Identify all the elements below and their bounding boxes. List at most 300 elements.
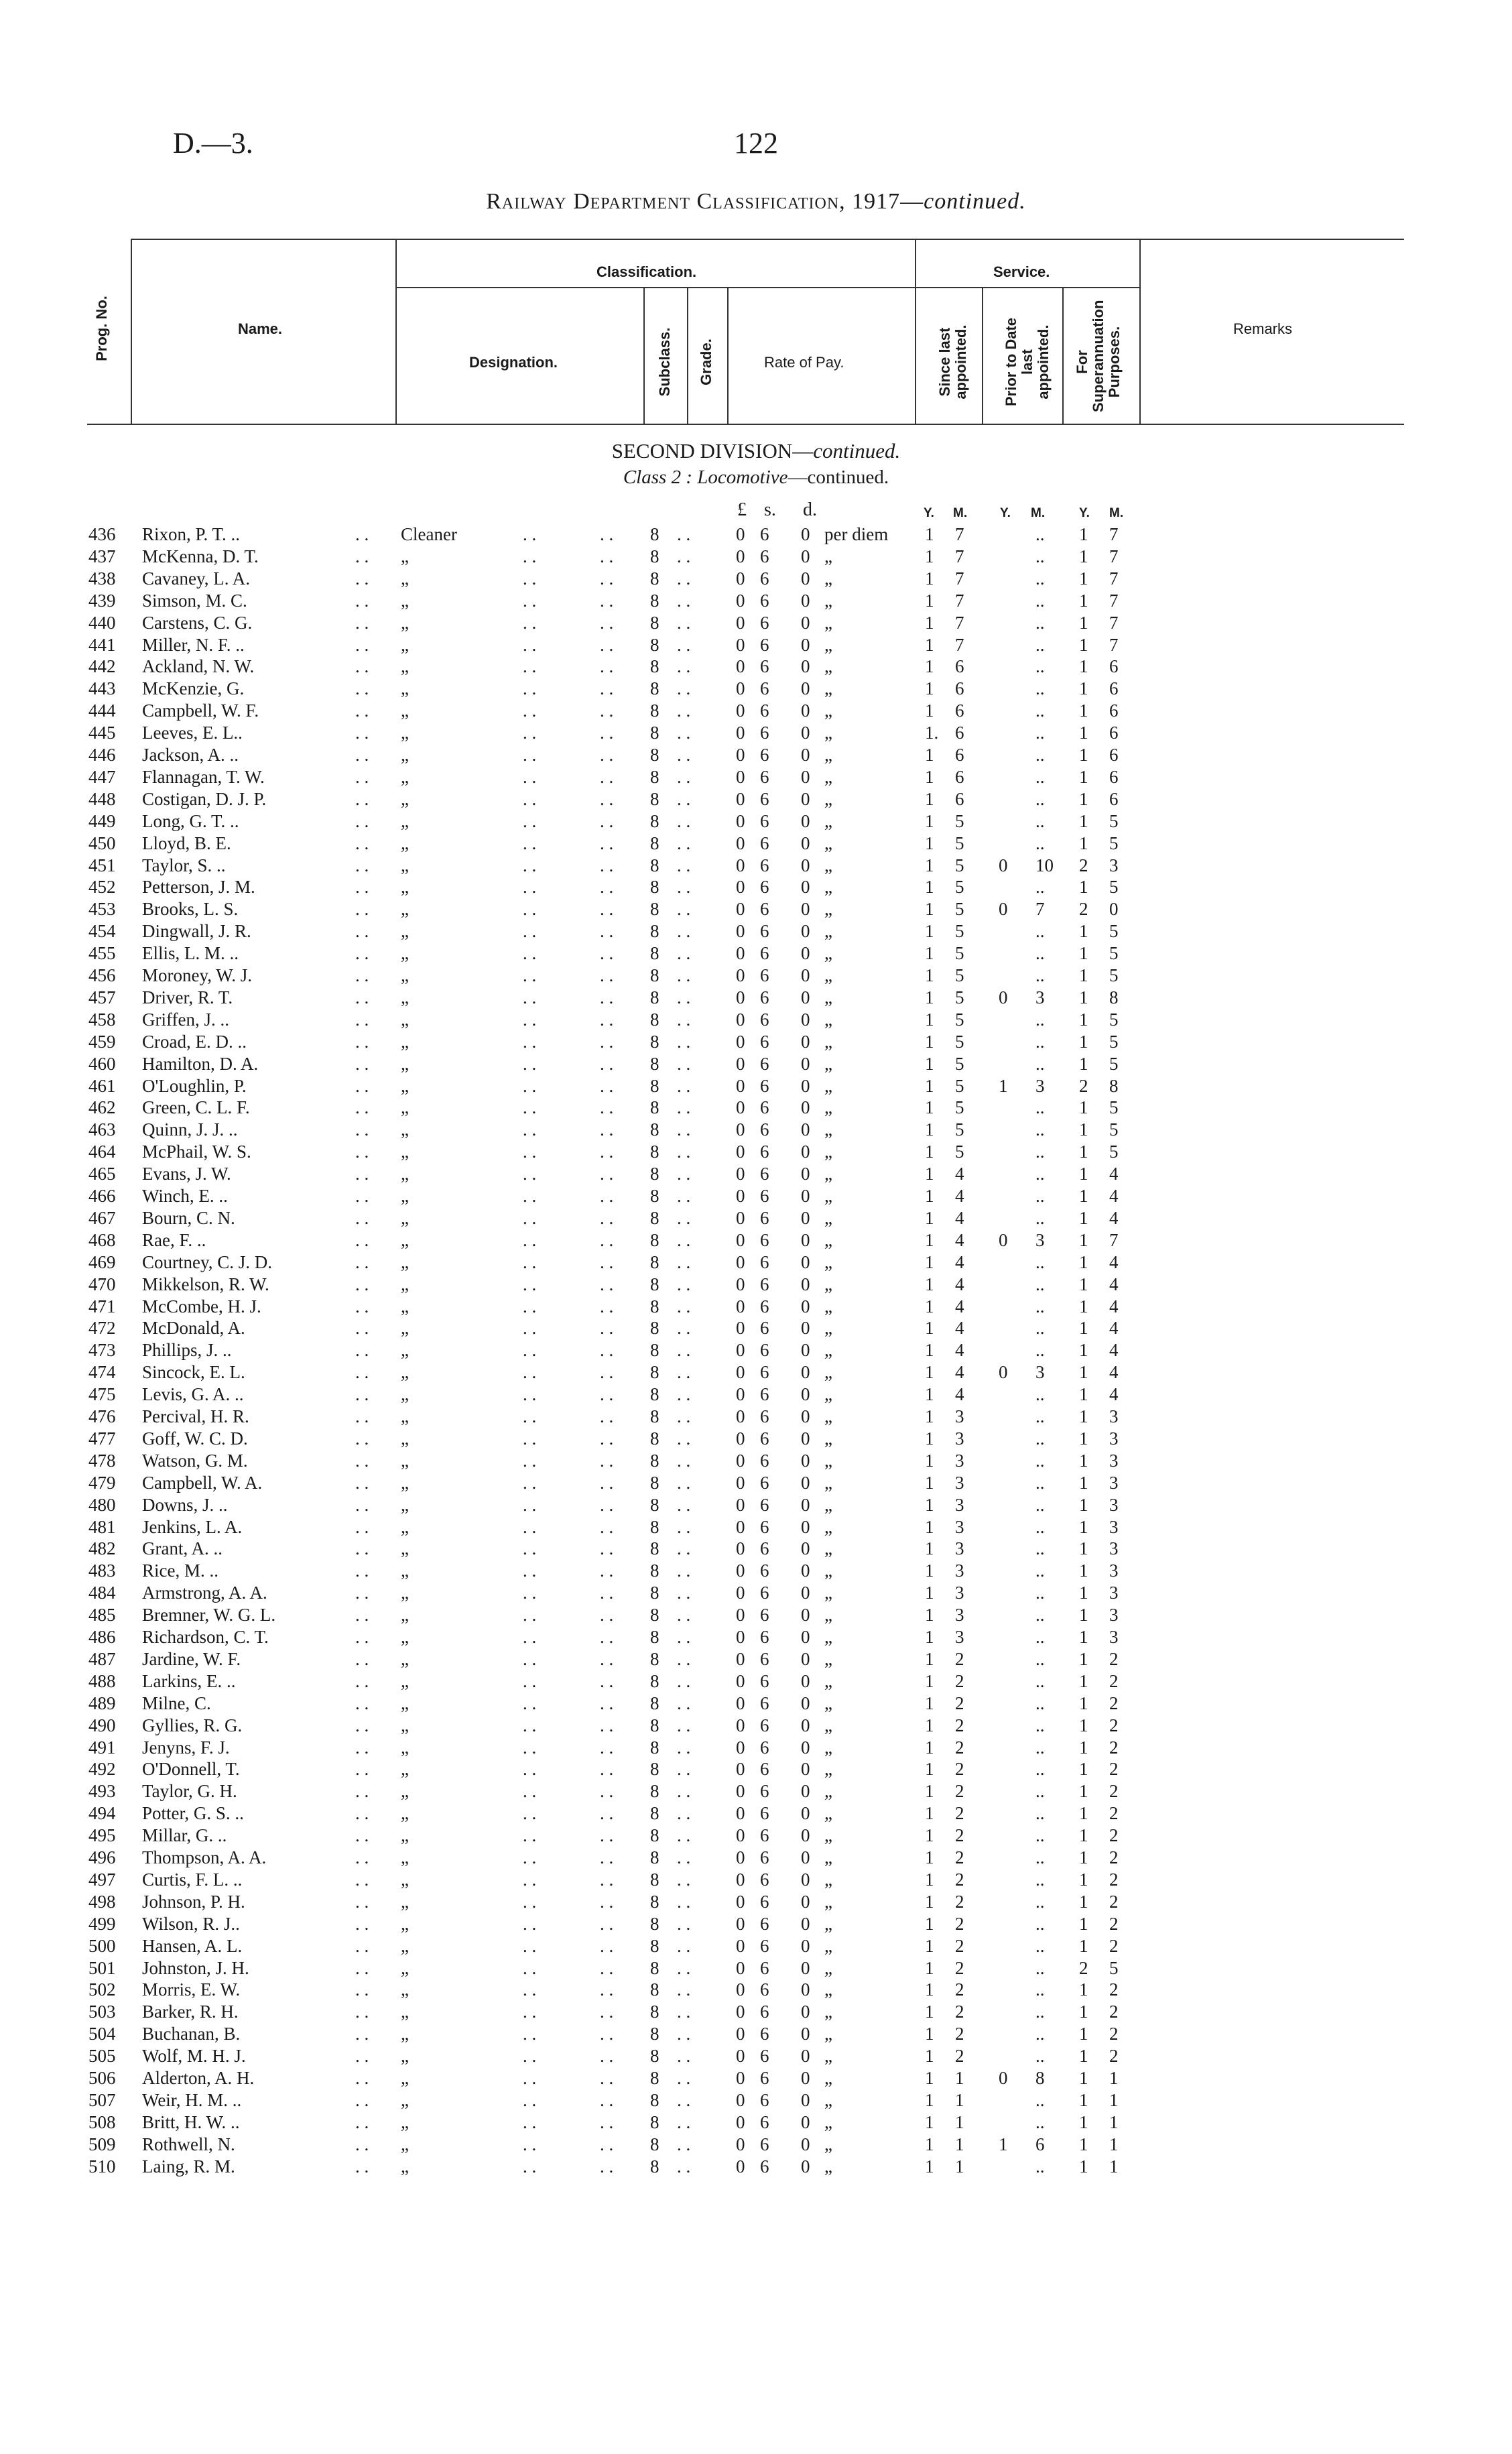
pay-unit: „ xyxy=(824,1605,832,1625)
pay-shillings: 6 xyxy=(760,1957,769,1978)
prog-no: 495 xyxy=(88,1825,116,1846)
designation: „ xyxy=(401,810,409,831)
super-years: 1 xyxy=(1079,965,1088,985)
pay-unit: „ xyxy=(824,1803,832,1824)
super-months: 3 xyxy=(1109,855,1119,875)
designation: „ xyxy=(401,656,409,677)
employee-name: Taylor, G. H. xyxy=(142,1781,237,1802)
employee-name: McCombe, H. J. xyxy=(142,1296,261,1316)
pay-shillings: 6 xyxy=(760,788,769,809)
super-years: 1 xyxy=(1079,590,1088,611)
prog-no: 493 xyxy=(88,1781,116,1802)
prior-months: .. xyxy=(1035,1979,1045,2000)
table-row xyxy=(0,877,1512,899)
employee-name: Leeves, E. L.. xyxy=(142,723,243,743)
employee-name: Jardine, W. F. xyxy=(142,1648,241,1669)
leader-dots: . . xyxy=(355,1516,369,1537)
pay-unit: „ xyxy=(824,1935,832,1956)
pay-pence: 0 xyxy=(801,1759,810,1780)
since-months: 2 xyxy=(955,1803,964,1824)
subclass: 8 xyxy=(650,1406,659,1426)
designation: „ xyxy=(401,1229,409,1250)
subclass: 8 xyxy=(650,766,659,787)
since-months: 3 xyxy=(955,1627,964,1647)
prog-no: 485 xyxy=(88,1605,116,1625)
since-years: 1 xyxy=(925,2002,934,2022)
since-months: 2 xyxy=(955,1957,964,1978)
prior-months: .. xyxy=(1035,1186,1045,1206)
leader-dots: . . xyxy=(355,899,369,920)
leader-dots: . . xyxy=(600,810,614,831)
leader-dots: . . xyxy=(600,1362,614,1383)
leader-dots: . . xyxy=(677,1097,691,1118)
designation: „ xyxy=(401,1560,409,1581)
table-row xyxy=(0,1914,1512,1936)
leader-dots: . . xyxy=(355,1229,369,1250)
leader-dots: . . xyxy=(600,2111,614,2132)
employee-name: Ellis, L. M. .. xyxy=(142,943,239,964)
subclass: 8 xyxy=(650,1781,659,1802)
super-years: 1 xyxy=(1079,833,1088,853)
prog-no: 465 xyxy=(88,1164,116,1184)
leader-dots: . . xyxy=(677,788,691,809)
super-months: 2 xyxy=(1109,2002,1119,2022)
since-years: 1 xyxy=(925,1605,934,1625)
leader-dots: . . xyxy=(523,810,537,831)
leader-dots: . . xyxy=(523,2089,537,2110)
since-months: 4 xyxy=(955,1384,964,1405)
pay-pounds: 0 xyxy=(736,1406,745,1426)
since-months: 2 xyxy=(955,2046,964,2067)
employee-name: Evans, J. W. xyxy=(142,1164,231,1184)
leader-dots: . . xyxy=(677,1274,691,1294)
employee-name: Rice, M. .. xyxy=(142,1560,218,1581)
employee-name: O'Loughlin, P. xyxy=(142,1075,247,1096)
table-row xyxy=(0,1032,1512,1054)
pay-unit: „ xyxy=(824,612,832,633)
designation: „ xyxy=(401,1384,409,1405)
prior-months: .. xyxy=(1035,1538,1045,1559)
leader-dots: . . xyxy=(355,568,369,589)
since-months: 7 xyxy=(955,568,964,589)
super-years: 1 xyxy=(1079,546,1088,566)
leader-dots: . . xyxy=(355,678,369,699)
pay-pence: 0 xyxy=(801,810,810,831)
leader-dots: . . xyxy=(355,1891,369,1912)
leader-dots: . . xyxy=(523,1891,537,1912)
pay-shillings: 6 xyxy=(760,1538,769,1559)
prior-months: .. xyxy=(1035,1825,1045,1846)
pay-pence: 0 xyxy=(801,1913,810,1934)
employee-name: Rothwell, N. xyxy=(142,2134,235,2154)
pay-pence: 0 xyxy=(801,1142,810,1162)
super-months: 2 xyxy=(1109,1825,1119,1846)
since-years: 1 xyxy=(925,656,934,677)
designation: „ xyxy=(401,2046,409,2067)
pay-pounds: 0 xyxy=(736,1627,745,1647)
subclass: 8 xyxy=(650,1538,659,1559)
prog-no: 453 xyxy=(88,899,116,920)
leader-dots: . . xyxy=(600,1803,614,1824)
leader-dots: . . xyxy=(523,1340,537,1361)
designation: „ xyxy=(401,2134,409,2154)
prior-years: 0 xyxy=(999,987,1008,1007)
since-years: 1 xyxy=(925,1186,934,1206)
employee-name: Hamilton, D. A. xyxy=(142,1053,259,1074)
division-label: SECOND DIVISION— xyxy=(611,439,814,463)
super-years: 1 xyxy=(1079,524,1088,544)
leader-dots: . . xyxy=(600,1472,614,1493)
since-months: 3 xyxy=(955,1406,964,1426)
leader-dots: . . xyxy=(677,1825,691,1846)
subclass: 8 xyxy=(650,1274,659,1294)
prog-no: 460 xyxy=(88,1053,116,1074)
prior-years: 0 xyxy=(999,2068,1008,2088)
leader-dots: . . xyxy=(523,590,537,611)
leader-dots: . . xyxy=(677,1296,691,1316)
designation: „ xyxy=(401,2089,409,2110)
prior-months: .. xyxy=(1035,1803,1045,1824)
pay-pence: 0 xyxy=(801,1075,810,1096)
pay-pence: 0 xyxy=(801,1340,810,1361)
since-months: 5 xyxy=(955,921,964,942)
leader-dots: . . xyxy=(355,1274,369,1294)
prog-no: 469 xyxy=(88,1251,116,1272)
prog-no: 503 xyxy=(88,2002,116,2022)
pay-pounds: 0 xyxy=(736,2046,745,2067)
leader-dots: . . xyxy=(677,1164,691,1184)
employee-name: Rixon, P. T. .. xyxy=(142,524,241,544)
unit-pence: d. xyxy=(803,499,817,520)
prior-months: .. xyxy=(1035,2024,1045,2044)
super-months: 2 xyxy=(1109,1935,1119,1956)
since-years: 1 xyxy=(925,1693,934,1713)
pay-unit: „ xyxy=(824,1340,832,1361)
prior-months: .. xyxy=(1035,1450,1045,1471)
leader-dots: . . xyxy=(677,766,691,787)
prog-no: 461 xyxy=(88,1075,116,1096)
designation: „ xyxy=(401,1538,409,1559)
since-years: 1 xyxy=(925,1803,934,1824)
leader-dots: . . xyxy=(523,1384,537,1405)
prog-no: 489 xyxy=(88,1693,116,1713)
leader-dots: . . xyxy=(523,1715,537,1735)
leader-dots: . . xyxy=(355,723,369,743)
table-row xyxy=(0,1097,1512,1119)
col-name: Name. xyxy=(238,320,283,337)
leader-dots: . . xyxy=(523,1472,537,1493)
prior-months: .. xyxy=(1035,2089,1045,2110)
designation: „ xyxy=(401,2024,409,2044)
leader-dots: . . xyxy=(677,1340,691,1361)
leader-dots: . . xyxy=(677,833,691,853)
employee-name: Levis, G. A. .. xyxy=(142,1384,244,1405)
super-years: 1 xyxy=(1079,2156,1088,2176)
designation: „ xyxy=(401,1516,409,1537)
pay-pence: 0 xyxy=(801,965,810,985)
prior-months: .. xyxy=(1035,678,1045,699)
leader-dots: . . xyxy=(600,1781,614,1802)
table-row xyxy=(0,1230,1512,1252)
since-months: 7 xyxy=(955,634,964,655)
leader-dots: . . xyxy=(677,1538,691,1559)
pay-shillings: 6 xyxy=(760,1759,769,1780)
leader-dots: . . xyxy=(523,1274,537,1294)
pay-shillings: 6 xyxy=(760,1384,769,1405)
since-years: 1 xyxy=(925,855,934,875)
pay-shillings: 6 xyxy=(760,1605,769,1625)
super-years: 1 xyxy=(1079,1627,1088,1647)
prog-no: 440 xyxy=(88,612,116,633)
prior-months: 3 xyxy=(1035,987,1045,1007)
pay-shillings: 6 xyxy=(760,1472,769,1493)
pay-unit: „ xyxy=(824,1142,832,1162)
leader-dots: . . xyxy=(355,700,369,721)
pay-unit: „ xyxy=(824,1406,832,1426)
pay-shillings: 6 xyxy=(760,943,769,964)
pay-unit: „ xyxy=(824,1538,832,1559)
leader-dots: . . xyxy=(600,1075,614,1096)
table-row xyxy=(0,921,1512,943)
employee-name: Simson, M. C. xyxy=(142,590,247,611)
designation: „ xyxy=(401,1164,409,1184)
leader-dots: . . xyxy=(600,1164,614,1184)
since-years: 1 xyxy=(925,1274,934,1294)
leader-dots: . . xyxy=(355,943,369,964)
since-months: 3 xyxy=(955,1516,964,1537)
pay-pounds: 0 xyxy=(736,612,745,633)
employee-name: Jenkins, L. A. xyxy=(142,1516,243,1537)
pay-unit: „ xyxy=(824,1472,832,1493)
leader-dots: . . xyxy=(677,1142,691,1162)
unit-since-years: Y. xyxy=(924,506,934,520)
since-months: 7 xyxy=(955,612,964,633)
table-row xyxy=(0,1781,1512,1803)
super-months: 3 xyxy=(1109,1428,1119,1449)
pay-unit: „ xyxy=(824,2111,832,2132)
pay-pence: 0 xyxy=(801,1781,810,1802)
pay-shillings: 6 xyxy=(760,700,769,721)
employee-name: Laing, R. M. xyxy=(142,2156,235,2176)
prior-months: .. xyxy=(1035,1737,1045,1758)
since-months: 5 xyxy=(955,1053,964,1074)
leader-dots: . . xyxy=(523,524,537,544)
pay-shillings: 6 xyxy=(760,899,769,920)
since-months: 2 xyxy=(955,1670,964,1691)
table-row xyxy=(0,2002,1512,2024)
leader-dots: . . xyxy=(523,1583,537,1603)
since-months: 5 xyxy=(955,987,964,1007)
pay-unit: „ xyxy=(824,2134,832,2154)
leader-dots: . . xyxy=(677,1627,691,1647)
since-months: 2 xyxy=(955,1648,964,1669)
prog-no: 446 xyxy=(88,745,116,765)
pay-pounds: 0 xyxy=(736,1362,745,1383)
employee-name: Weir, H. M. .. xyxy=(142,2089,242,2110)
designation: „ xyxy=(401,1296,409,1316)
pay-pence: 0 xyxy=(801,1009,810,1030)
super-months: 1 xyxy=(1109,2111,1119,2132)
prog-no: 478 xyxy=(88,1450,116,1471)
prior-months: .. xyxy=(1035,1869,1045,1890)
employee-name: Brooks, L. S. xyxy=(142,899,239,920)
pay-unit: „ xyxy=(824,1075,832,1096)
super-years: 1 xyxy=(1079,1648,1088,1669)
pay-shillings: 6 xyxy=(760,1009,769,1030)
leader-dots: . . xyxy=(600,1693,614,1713)
pay-shillings: 6 xyxy=(760,2111,769,2132)
title-main: Railway Department Classification, 1917— xyxy=(486,189,924,214)
prog-no: 439 xyxy=(88,590,116,611)
since-years: 1 xyxy=(925,1450,934,1471)
super-years: 1 xyxy=(1079,1935,1088,1956)
leader-dots: . . xyxy=(523,766,537,787)
prior-months: .. xyxy=(1035,1494,1045,1515)
since-years: 1 xyxy=(925,1516,934,1537)
leader-dots: . . xyxy=(600,1648,614,1669)
pay-shillings: 6 xyxy=(760,1627,769,1647)
prior-months: .. xyxy=(1035,1164,1045,1184)
subclass: 8 xyxy=(650,943,659,964)
pay-pence: 0 xyxy=(801,1186,810,1206)
pay-shillings: 6 xyxy=(760,1229,769,1250)
leader-dots: . . xyxy=(523,1957,537,1978)
super-years: 1 xyxy=(1079,1251,1088,1272)
designation: „ xyxy=(401,1583,409,1603)
pay-pence: 0 xyxy=(801,634,810,655)
pay-unit: „ xyxy=(824,921,832,942)
pay-shillings: 6 xyxy=(760,1207,769,1228)
table-row xyxy=(0,1274,1512,1296)
designation: „ xyxy=(401,1737,409,1758)
pay-pence: 0 xyxy=(801,1472,810,1493)
super-years: 2 xyxy=(1079,1957,1088,1978)
super-months: 7 xyxy=(1109,590,1119,611)
employee-name: Campbell, W. F. xyxy=(142,700,259,721)
leader-dots: . . xyxy=(355,1605,369,1625)
pay-pence: 0 xyxy=(801,2111,810,2132)
leader-dots: . . xyxy=(600,678,614,699)
leader-dots: . . xyxy=(600,1935,614,1956)
leader-dots: . . xyxy=(523,1406,537,1426)
since-months: 1 xyxy=(955,2068,964,2088)
designation: „ xyxy=(401,1979,409,2000)
prior-months: .. xyxy=(1035,1251,1045,1272)
pay-pence: 0 xyxy=(801,1560,810,1581)
subclass: 8 xyxy=(650,899,659,920)
super-years: 1 xyxy=(1079,1847,1088,1867)
table-row xyxy=(0,833,1512,855)
pay-unit: „ xyxy=(824,965,832,985)
leader-dots: . . xyxy=(523,546,537,566)
leader-dots: . . xyxy=(523,1825,537,1846)
subclass: 8 xyxy=(650,1648,659,1669)
employee-name: Rae, F. .. xyxy=(142,1229,206,1250)
pay-shillings: 6 xyxy=(760,546,769,566)
prior-months: .. xyxy=(1035,965,1045,985)
subclass: 8 xyxy=(650,568,659,589)
col-for-super: For Superannuation Purposes. xyxy=(1074,300,1123,412)
leader-dots: . . xyxy=(600,1825,614,1846)
subclass: 8 xyxy=(650,1759,659,1780)
pay-unit: „ xyxy=(824,1384,832,1405)
employee-name: Bourn, C. N. xyxy=(142,1207,235,1228)
pay-unit: „ xyxy=(824,1053,832,1074)
designation: „ xyxy=(401,1759,409,1780)
designation: „ xyxy=(401,612,409,633)
prior-months: .. xyxy=(1035,1935,1045,1956)
since-years: 1 xyxy=(925,1715,934,1735)
leader-dots: . . xyxy=(677,1869,691,1890)
leader-dots: . . xyxy=(600,1538,614,1559)
super-months: 7 xyxy=(1109,546,1119,566)
pay-shillings: 6 xyxy=(760,1362,769,1383)
subclass: 8 xyxy=(650,1296,659,1316)
pay-pence: 0 xyxy=(801,855,810,875)
pay-pounds: 0 xyxy=(736,2156,745,2176)
leader-dots: . . xyxy=(523,1781,537,1802)
prog-no: 491 xyxy=(88,1737,116,1758)
pay-shillings: 6 xyxy=(760,1296,769,1316)
employee-name: Gyllies, R. G. xyxy=(142,1715,243,1735)
prior-months: .. xyxy=(1035,612,1045,633)
leader-dots: . . xyxy=(600,2068,614,2088)
subclass: 8 xyxy=(650,1009,659,1030)
leader-dots: . . xyxy=(355,2002,369,2022)
designation: „ xyxy=(401,2068,409,2088)
pay-shillings: 6 xyxy=(760,1516,769,1537)
designation: „ xyxy=(401,1031,409,1052)
pay-pounds: 0 xyxy=(736,1670,745,1691)
leader-dots: . . xyxy=(677,546,691,566)
prog-no: 492 xyxy=(88,1759,116,1780)
leader-dots: . . xyxy=(600,1847,614,1867)
leader-dots: . . xyxy=(677,1406,691,1426)
leader-dots: . . xyxy=(600,634,614,655)
prior-years: 1 xyxy=(999,2134,1008,2154)
pay-unit: „ xyxy=(824,1031,832,1052)
designation: „ xyxy=(401,1251,409,1272)
subclass: 8 xyxy=(650,1251,659,1272)
since-years: 1 xyxy=(925,1142,934,1162)
since-months: 6 xyxy=(955,723,964,743)
prior-months: .. xyxy=(1035,921,1045,942)
since-months: 2 xyxy=(955,1781,964,1802)
prog-no: 450 xyxy=(88,833,116,853)
pay-unit: „ xyxy=(824,546,832,566)
pay-unit: „ xyxy=(824,788,832,809)
subclass: 8 xyxy=(650,1957,659,1978)
pay-pounds: 0 xyxy=(736,965,745,985)
prog-no: 470 xyxy=(88,1274,116,1294)
prior-months: .. xyxy=(1035,877,1045,898)
super-years: 1 xyxy=(1079,1362,1088,1383)
prior-months: .. xyxy=(1035,1318,1045,1339)
pay-unit: „ xyxy=(824,2046,832,2067)
pay-pounds: 0 xyxy=(736,1009,745,1030)
pay-shillings: 6 xyxy=(760,2024,769,2044)
since-years: 1 xyxy=(925,2046,934,2067)
document-reference: D.—3. xyxy=(173,127,253,160)
pay-pence: 0 xyxy=(801,943,810,964)
since-years: 1 xyxy=(925,590,934,611)
leader-dots: . . xyxy=(355,1340,369,1361)
table-row xyxy=(0,1560,1512,1583)
employee-name: Wolf, M. H. J. xyxy=(142,2046,246,2067)
pay-pounds: 0 xyxy=(736,1957,745,1978)
designation: „ xyxy=(401,2111,409,2132)
leader-dots: . . xyxy=(355,810,369,831)
